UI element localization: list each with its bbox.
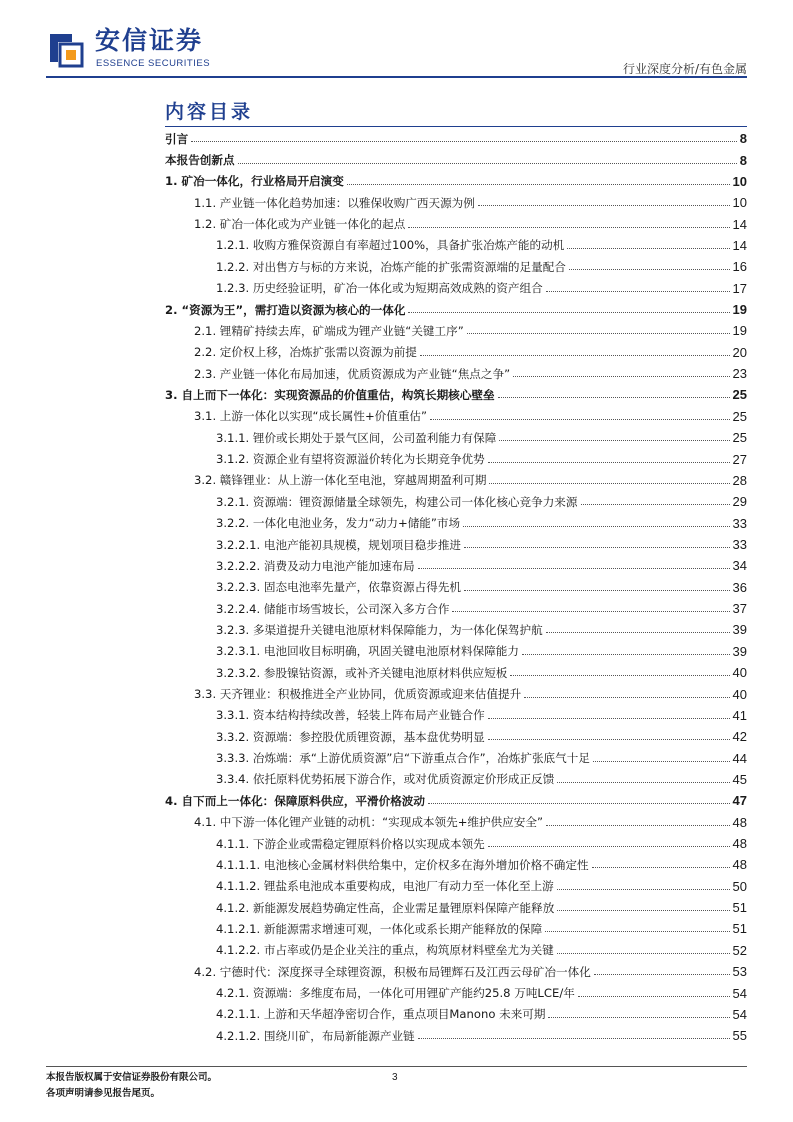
toc-entry-text: 3.2.2.1. 电池产能初具规模，规划项目稳步推进 [216, 537, 462, 552]
toc-leader-dots [488, 718, 730, 719]
toc-entry-text: 1.2.1. 收购方雅保资源自有率超过100%，具备扩张冶炼产能的动机 [216, 238, 565, 253]
toc-leader-dots [545, 931, 729, 932]
brand-logo-icon [46, 28, 86, 68]
toc-entry-page: 25 [732, 387, 747, 403]
toc-leader-dots [418, 1038, 730, 1039]
toc-entry-text: 1.2. 矿冶一体化或为产业链一体化的起点 [194, 217, 406, 232]
toc-entry[interactable] [0, 897, 793, 918]
toc-leader-dots [467, 333, 730, 334]
toc-entry-page: 39 [732, 622, 747, 638]
toc-leader-dots [347, 184, 730, 185]
toc-entry-page: 48 [732, 857, 747, 873]
header-divider [46, 76, 747, 78]
toc-entry-text: 2.3. 产业链一体化布局加速，优质资源成为产业链“焦点之争” [194, 366, 511, 381]
toc-entry-text: 3. 自上而下一体化：实现资源品的价值重估，构筑长期核心壁垒 [165, 387, 495, 402]
toc-leader-dots [408, 227, 729, 228]
toc-entry-page: 20 [732, 344, 747, 360]
toc-entry-page: 50 [732, 878, 747, 894]
toc-leader-dots [546, 632, 730, 633]
toc-entry-text: 4.1. 中下游一体化锂产业链的动机：“实现成本领先+维护供应安全” [194, 815, 543, 830]
page-number: 3 [392, 1072, 398, 1083]
toc-entry-page: 14 [732, 237, 747, 253]
toc-entry[interactable] [0, 213, 793, 234]
toc-entry[interactable] [0, 876, 793, 897]
toc-entry-text: 3.3.1. 资本结构持续改善，轻装上阵布局产业链合作 [216, 708, 485, 723]
toc-entry-page: 55 [732, 1028, 747, 1044]
toc-entry-page: 34 [732, 558, 747, 574]
toc-entry[interactable] [0, 192, 793, 213]
toc-leader-dots [478, 205, 730, 206]
toc-leader-dots [464, 547, 730, 548]
toc-entry-text: 3.1.1. 锂价或长期处于景气区间，公司盈利能力有保障 [216, 430, 497, 445]
toc-entry[interactable] [0, 555, 793, 576]
toc-entry-text: 1.1. 产业链一体化趋势加速：以雅保收购广西天源为例 [194, 195, 475, 210]
toc-entry-text: 4.2. 宁德时代：深度探寻全球锂资源，积极布局锂辉石及江西云母矿冶一体化 [194, 964, 591, 979]
toc-entry-text: 4.1.1.2. 锂盐系电池成本重要构成，电池厂有动力至一体化至上游 [216, 879, 554, 894]
toc-entry-page: 47 [732, 793, 747, 809]
toc-entry[interactable] [0, 598, 793, 619]
toc-entry-text: 3.3.2. 资源端：参控股优质锂资源，基本盘优势明显 [216, 729, 485, 744]
toc-entry[interactable] [0, 577, 793, 598]
toc-entry[interactable] [0, 235, 793, 256]
toc-leader-dots [557, 782, 729, 783]
toc-entry-text: 3.3.3. 冶炼端：承“上游优质资源”启“下游重点合作”，冶炼扩张底气十足 [216, 751, 590, 766]
toc-leader-dots [548, 1017, 729, 1018]
toc-leader-dots [498, 397, 730, 398]
toc-entry-page: 40 [732, 686, 747, 702]
toc-entry-page: 19 [732, 323, 747, 339]
toc-entry-text: 引言 [165, 131, 189, 146]
toc-entry-text: 2.1. 锂精矿持续去库，矿端成为锂产业链“关键工序” [194, 323, 464, 338]
toc-entry-text: 3.2.3.2. 参股镍钴资源，或补齐关键电池原材料供应短板 [216, 665, 508, 680]
toc-entry[interactable] [0, 619, 793, 640]
toc-entry-page: 39 [732, 643, 747, 659]
toc-leader-dots [489, 483, 729, 484]
toc-leader-dots [420, 355, 730, 356]
toc-entry-text: 4.1.2.1. 新能源需求增速可观，一体化或系长期产能释放的保障 [216, 921, 543, 936]
toc-leader-dots [430, 419, 729, 420]
toc-leader-dots [418, 568, 730, 569]
toc-entry-page: 52 [732, 942, 747, 958]
toc-entry[interactable] [0, 662, 793, 683]
toc-entry-page: 54 [732, 985, 747, 1001]
toc-entry-text: 3.3. 天齐锂业：积极推进全产业协同，优质资源或迎来估值提升 [194, 687, 522, 702]
toc-entry-page: 36 [732, 579, 747, 595]
toc-entry-text: 3.2.2.2. 消费及动力电池产能加速布局 [216, 558, 415, 573]
toc-leader-dots [522, 654, 730, 655]
toc-entry-text: 1. 矿冶一体化，行业格局开启演变 [165, 174, 344, 189]
toc-entry[interactable] [0, 342, 793, 363]
toc-entry-text: 3.2.3. 多渠道提升关键电池原材料保障能力，为一体化保驾护航 [216, 622, 543, 637]
toc-entry-text: 3.2. 赣锋锂业：从上游一体化至电池，穿越周期盈利可期 [194, 473, 487, 488]
toc-leader-dots [488, 846, 730, 847]
toc-entry-text: 3.2.3.1. 电池回收目标明确，巩固关键电池原材料保障能力 [216, 644, 519, 659]
toc-entry-page: 16 [732, 259, 747, 275]
toc-entry-text: 1.2.2. 对出售方与标的方来说，冶炼产能的扩张需资源端的足量配合 [216, 259, 566, 274]
disclaimer-note: 各项声明请参见报告尾页。 [46, 1088, 161, 1099]
report-type: 行业深度分析/有色金属 [622, 62, 747, 76]
toc-leader-dots [581, 504, 730, 505]
toc-entry-page: 48 [732, 836, 747, 852]
toc-entry-page: 23 [732, 366, 747, 382]
toc-entry-text: 4.2.1.2. 围绕川矿，布局新能源产业链 [216, 1028, 415, 1043]
toc-entry-page: 17 [732, 280, 747, 296]
toc-entry-page: 54 [732, 1006, 747, 1022]
toc-leader-dots [546, 291, 730, 292]
toc-entry-text: 2. “资源为王”，需打造以资源为核心的一体化 [165, 302, 406, 317]
toc-entry[interactable] [0, 982, 793, 1003]
toc-entry[interactable] [0, 641, 793, 662]
toc-entry-page: 45 [732, 771, 747, 787]
toc-leader-dots [238, 163, 737, 164]
toc-entry[interactable] [0, 747, 793, 768]
brand-name-en: ESSENCE SECURITIES [96, 58, 211, 69]
toc-entry[interactable] [0, 1025, 793, 1046]
toc-entry-page: 53 [732, 964, 747, 980]
toc-entry[interactable] [0, 384, 793, 405]
toc-entry-text: 3.3.4. 依托原料优势拓展下游合作，或对优质资源定价形成正反馈 [216, 772, 555, 787]
toc-entry-page: 37 [732, 601, 747, 617]
toc-entry-text: 4.2.1.1. 上游和天华超净密切合作，重点项目Manono 未来可期 [216, 1007, 546, 1022]
toc-entry-page: 8 [739, 152, 747, 168]
toc-leader-dots [524, 697, 729, 698]
toc-entry-page: 51 [732, 921, 747, 937]
toc-leader-dots [510, 675, 729, 676]
toc-entry[interactable] [0, 961, 793, 982]
toc-entry[interactable] [0, 726, 793, 747]
toc-entry[interactable] [0, 833, 793, 854]
toc-entry-text: 4.2.1. 资源端：多维度布局，一体化可用锂矿产能约25.8 万吨LCE/年 [216, 986, 575, 1001]
toc-entry[interactable] [0, 171, 793, 192]
toc-entry[interactable] [0, 491, 793, 512]
toc-entry-text: 本报告创新点 [165, 153, 235, 168]
brand-name-cn: 安信证券 [95, 26, 204, 55]
toc-entry-text: 2.2. 定价权上移，冶炼扩张需以资源为前提 [194, 345, 417, 360]
toc-entry[interactable] [0, 363, 793, 384]
toc-entry[interactable] [0, 512, 793, 533]
toc-entry-page: 25 [732, 430, 747, 446]
toc-leader-dots [452, 611, 729, 612]
toc-entry-text: 3.2.2. 一体化电池业务，发力“动力+储能”市场 [216, 516, 461, 531]
toc-leader-dots [488, 462, 730, 463]
toc-entry-text: 4.1.1. 下游企业或需稳定锂原料价格以实现成本领先 [216, 836, 485, 851]
toc-entry-page: 42 [732, 729, 747, 745]
toc-leader-dots [592, 867, 730, 868]
toc-entry-text: 4.1.2. 新能源发展趋势确定性高，企业需足量锂原料保障产能释放 [216, 900, 555, 915]
toc-entry[interactable] [0, 448, 793, 469]
toc-leader-dots [557, 953, 730, 954]
toc-entry-page: 19 [732, 302, 747, 318]
toc-entry-text: 3.2.1. 资源端：锂资源储量全球领先，构建公司一体化核心竞争力来源 [216, 494, 578, 509]
toc-entry-page: 40 [732, 665, 747, 681]
toc-entry[interactable] [0, 256, 793, 277]
toc-leader-dots [557, 889, 730, 890]
toc-leader-dots [513, 376, 729, 377]
toc-leader-dots [408, 312, 729, 313]
toc-leader-dots [499, 440, 729, 441]
toc-entry-page: 28 [732, 472, 747, 488]
toc-entry-page: 8 [739, 131, 747, 147]
toc-entry-page: 10 [732, 195, 747, 211]
toc-entry[interactable] [0, 790, 793, 811]
toc-entry[interactable] [0, 406, 793, 427]
toc-entry-page: 27 [732, 451, 747, 467]
toc-leader-dots [428, 803, 730, 804]
toc-entry[interactable] [0, 683, 793, 704]
toc-entry-text: 3.1.2. 资源企业有望将资源溢价转化为长期竞争优势 [216, 452, 485, 467]
toc-leader-dots [594, 974, 730, 975]
toc-leader-dots [557, 910, 729, 911]
toc-entry[interactable] [0, 470, 793, 491]
toc-entry-page: 10 [732, 173, 747, 189]
footer-divider [46, 1066, 747, 1067]
toc-entry[interactable] [0, 940, 793, 961]
toc-entry-text: 4.1.1.1. 电池核心金属材料供给集中，定价权多在海外增加价格不确定性 [216, 857, 589, 872]
toc-entry[interactable] [0, 278, 793, 299]
toc-entry[interactable] [0, 769, 793, 790]
toc-entry[interactable] [0, 854, 793, 875]
toc-entry[interactable] [0, 128, 793, 149]
toc-entry-page: 29 [732, 494, 747, 510]
toc-entry-page: 33 [732, 537, 747, 552]
toc-leader-dots [569, 269, 730, 270]
toc-entry[interactable] [0, 812, 793, 833]
copyright-note: 本报告版权属于安信证券股份有限公司。 [46, 1072, 218, 1083]
toc-title: 内容目录 [165, 101, 254, 123]
toc-entry[interactable] [0, 320, 793, 341]
toc-entry[interactable] [0, 705, 793, 726]
toc-entry[interactable] [0, 427, 793, 448]
toc-leader-dots [463, 526, 729, 527]
toc-entry[interactable] [0, 1004, 793, 1025]
toc-list [0, 128, 793, 1046]
toc-leader-dots [567, 248, 729, 249]
toc-entry-text: 3.2.2.4. 储能市场雪坡长，公司深入多方合作 [216, 601, 450, 616]
title-divider [165, 126, 747, 127]
toc-entry-text: 4.1.2.2. 市占率或仍是企业关注的重点，构筑原材料壁垒尤为关键 [216, 943, 554, 958]
toc-leader-dots [464, 590, 730, 591]
toc-entry-page: 33 [732, 515, 747, 531]
toc-entry-page: 48 [732, 814, 747, 830]
toc-leader-dots [578, 996, 730, 997]
toc-entry-text: 3.2.2.3. 固态电池率先量产，依靠资源占得先机 [216, 580, 462, 595]
toc-entry[interactable] [0, 299, 793, 320]
toc-entry-page: 14 [732, 216, 747, 232]
toc-entry[interactable] [0, 534, 793, 555]
toc-leader-dots [191, 141, 737, 142]
toc-entry-page: 51 [732, 900, 747, 916]
toc-entry-text: 3.1. 上游一体化以实现“成长属性+价值重估” [194, 409, 428, 424]
toc-entry-page: 41 [732, 707, 747, 723]
toc-entry[interactable] [0, 918, 793, 939]
toc-leader-dots [546, 825, 730, 826]
toc-leader-dots [488, 739, 730, 740]
toc-entry-text: 1.2.3. 历史经验证明，矿冶一体化或为短期高效成熟的资产组合 [216, 281, 543, 296]
toc-leader-dots [593, 761, 730, 762]
toc-entry-page: 44 [732, 750, 747, 766]
toc-entry[interactable] [0, 149, 793, 170]
toc-entry-text: 4. 自下而上一体化：保障原料供应，平滑价格波动 [165, 793, 425, 808]
toc-entry-page: 25 [732, 408, 747, 424]
